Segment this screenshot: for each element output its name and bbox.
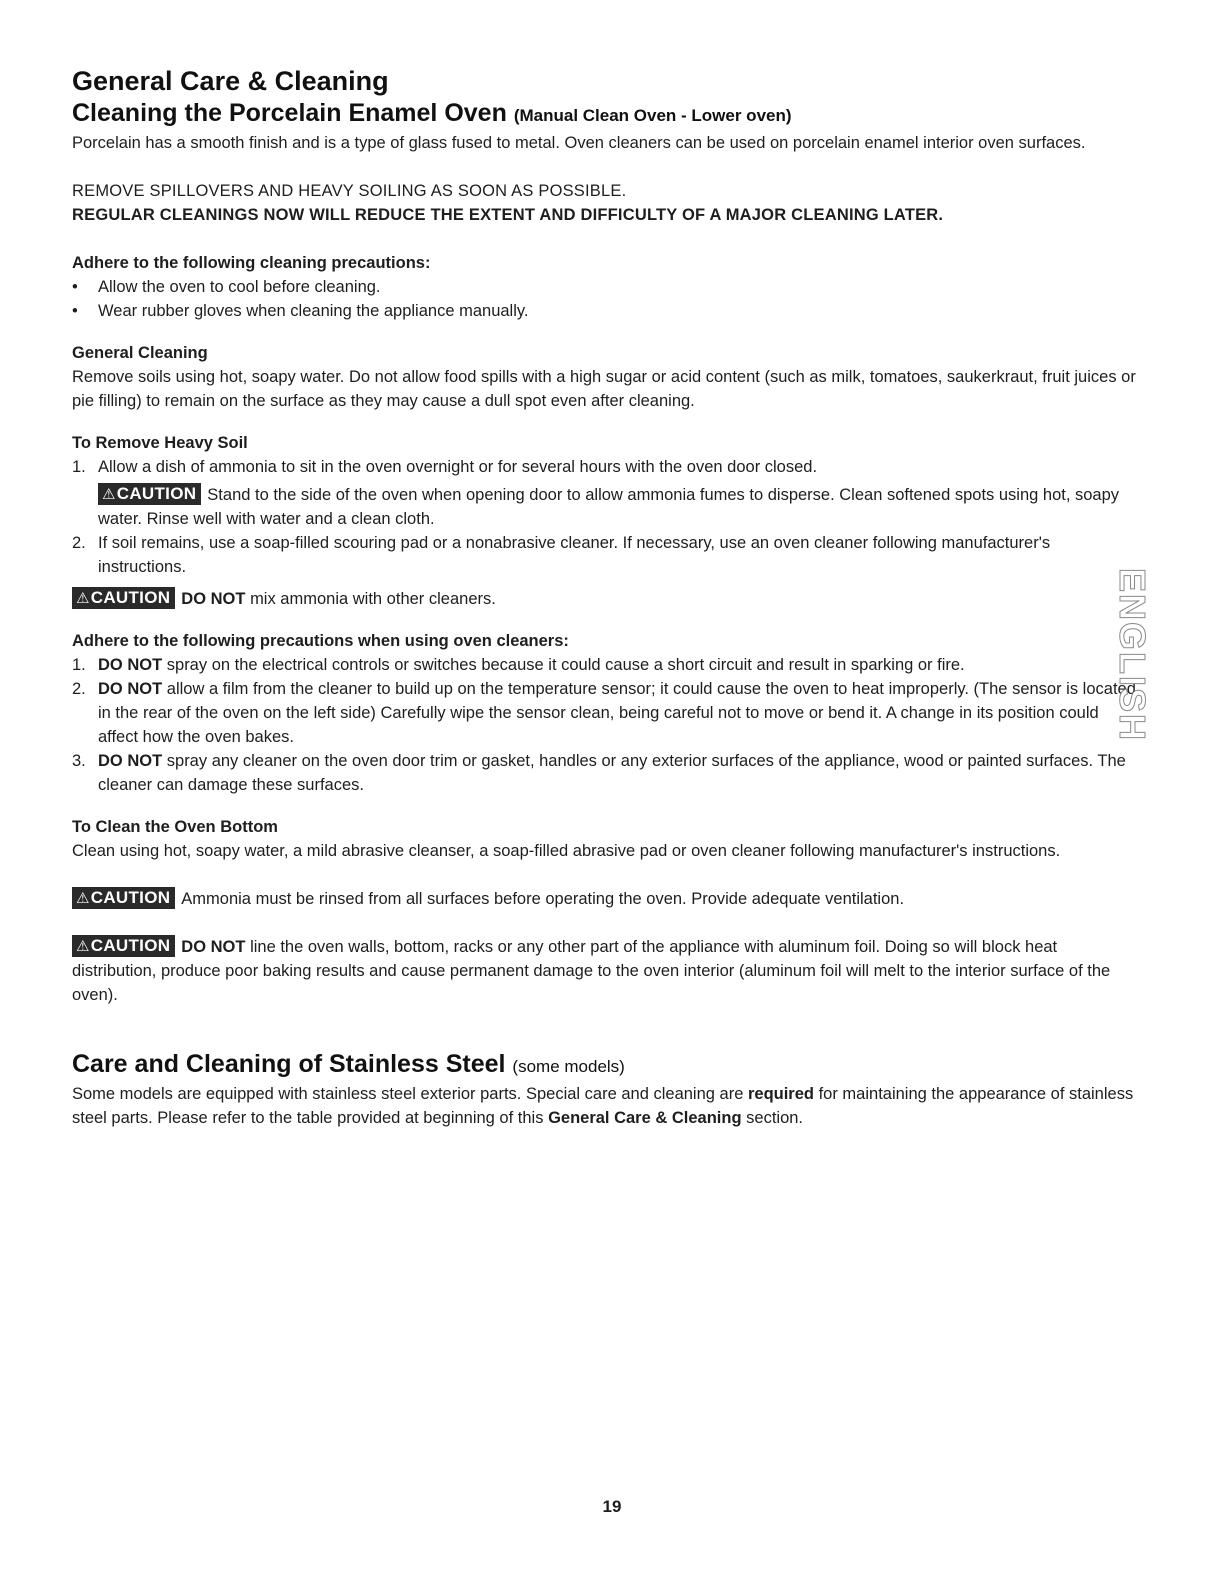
caution-ammonia-fumes: ⚠CAUTION Stand to the side of the oven when opening door to allow ammonia fumes to disperse. Clean softened spots using hot, soapy water. Rinse well with water and a clean cloth. (98, 484, 1120, 528)
caution-badge: ⚠CAUTION (98, 483, 201, 505)
section-heading-stainless (72, 1049, 1142, 1082)
porcelain-heading-text: Cleaning the Porcelain Enamel Oven (72, 99, 507, 127)
page-title: General Care & Cleaning (72, 66, 389, 96)
list-item: 3. DO NOT spray any cleaner on the oven door trim or gasket, handles or any exterior surfaces of the appliance, wood or painted surfaces. The cleaner can damage these surfaces. (72, 752, 1126, 794)
list-item: 1. Allow a dish of ammonia to sit in the oven overnight or for several hours with the oven door closed. ⚠CAUTION Stand to the side of the oven when opening door to allow ammonia fumes to disperse. Clean softened spots using hot, soapy water. Rinse well with water and a clean cloth. (72, 455, 1142, 531)
stainless-text: Some models are equipped with stainless steel exterior parts. Special care and cleaning are required for maintaining the appearance of stainless steel parts. Please refer to the table provided at beginning of this General Care & Cleaning section. (72, 1085, 1134, 1127)
list-item: 2. DO NOT allow a film from the cleaner to build up on the temperature sensor; it could cause the oven to heat improperly. (The sensor is located in the rear of the oven on the left side) Carefully wipe the sensor clean, being careful not to move or bend it. A change in its position could affect how the oven bakes. (72, 680, 1136, 746)
warning-triangle-icon: ⚠ (76, 938, 90, 955)
general-cleaning-heading: General Cleaning (72, 344, 208, 362)
warning-triangle-icon: ⚠ (102, 486, 116, 503)
list-item: • Wear rubber gloves when cleaning the appliance manually. (72, 299, 1142, 323)
notice-remove-spillovers: REMOVE SPILLOVERS AND HEAVY SOILING AS SOON AS POSSIBLE. (72, 182, 627, 200)
notice-regular-cleanings: REGULAR CLEANINGS NOW WILL REDUCE THE EXTENT AND DIFFICULTY OF A MAJOR CLEANING LATER. (72, 206, 944, 224)
warning-triangle-icon: ⚠ (76, 590, 90, 607)
precautions-heading: Adhere to the following cleaning precautions: (72, 254, 431, 272)
list-item: 2. If soil remains, use a soap-filled scouring pad or a nonabrasive cleaner. If necessary, use an oven cleaner following manufacturer's instructions. (72, 534, 1051, 576)
section-heading-porcelain (72, 98, 1142, 131)
caution-aluminum-foil: ⚠CAUTION DO NOT line the oven walls, bottom, racks or any other part of the appliance with aluminum foil. Doing so will block heat distribution, produce poor baking results and cause permanent damage to the oven interior (aluminum foil will melt to the interior surface of the oven). (72, 936, 1111, 1004)
caution-badge: ⚠CAUTION (72, 587, 175, 609)
page-number: 19 (602, 1497, 622, 1516)
heavy-soil-heading: To Remove Heavy Soil (72, 434, 248, 452)
stainless-heading-sub: (some models) (512, 1057, 625, 1076)
list-item: 1. DO NOT spray on the electrical controls or switches because it could cause a short circuit and result in sparking or fire. (72, 656, 965, 674)
porcelain-intro: Porcelain has a smooth finish and is a type of glass fused to metal. Oven cleaners can be used on porcelain enamel interior oven surfaces. (72, 134, 1086, 152)
caution-mix-ammonia: ⚠CAUTION DO NOT mix ammonia with other cleaners. (72, 587, 1142, 611)
porcelain-heading-sub: (Manual Clean Oven - Lower oven) (513, 106, 792, 125)
caution-badge: ⚠CAUTION (72, 935, 175, 957)
oven-bottom-heading: To Clean the Oven Bottom (72, 818, 278, 836)
oven-cleaners-heading: Adhere to the following precautions when using oven cleaners: (72, 632, 569, 650)
bullet: • (72, 302, 78, 320)
oven-bottom-text: Clean using hot, soapy water, a mild abrasive cleanser, a soap-filled abrasive pad or oven cleaner following manufacturer's instructions. (72, 842, 1061, 860)
caution-badge: ⚠CAUTION (72, 887, 175, 909)
bullet: • (72, 278, 78, 296)
list-item: • Allow the oven to cool before cleaning. (72, 275, 1142, 299)
page-content (72, 64, 1142, 1130)
language-side-tab: ENGLISH (1112, 567, 1153, 743)
heavy-soil-list (72, 455, 1142, 579)
stainless-heading-text: Care and Cleaning of Stainless Steel (72, 1050, 506, 1078)
general-cleaning-text: Remove soils using hot, soapy water. Do not allow food spills with a high sugar or acid content (such as milk, tomatoes, saukerkraut, fruit juices or pie filling) to remain on the surface as they may cause a dull spot even after cleaning. (72, 368, 1136, 410)
oven-cleaners-list (72, 653, 1142, 797)
caution-ammonia-rinse: ⚠CAUTION Ammonia must be rinsed from all surfaces before operating the oven. Provide adequate ventilation. (72, 887, 1142, 911)
precautions-list (72, 275, 1142, 323)
warning-triangle-icon: ⚠ (76, 890, 90, 907)
